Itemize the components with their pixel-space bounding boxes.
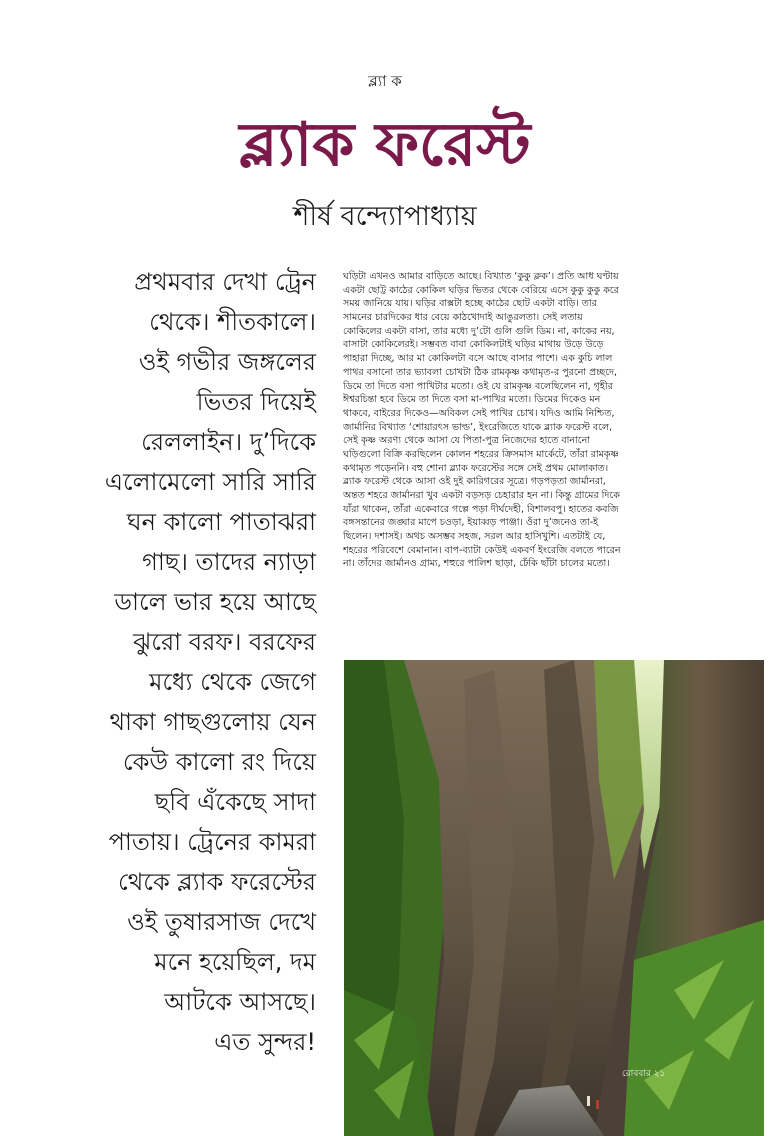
lead-line: প্রথমবার দেখা ট্রেন [134,268,316,296]
body-line: অন্তত শহরে জার্মানরা খুব একটা বড়সড় চেহারার হন না। কিন্তু গ্রামের দিকে [343,490,620,501]
lead-line: রেললাইন। দু’দিকে [141,428,316,456]
body-line: না। তাঁদের জার্মানও গ্রাম্য, শহুরে পালিশ ছাড়া, ঢেঁকি ছাঁটা চালের মতো। [343,558,610,570]
body-line: পাথর বসানো তার ভ্যাবলা চোখটা ঠিক রামকৃষ্ণ কথামৃত-র পুরনো প্রচ্ছদে, [343,366,618,378]
body-line: শহরের পরিবেশে বেমানান। বাপ-ব্যাটা কেউই একবর্ণ ইংরেজি বলতে পারেন [343,544,621,556]
body-line: কথামৃত পড়েননি। বহু শোনা ব্ল্যাক ফরেস্টের সঙ্গে সেই প্রথম মোলাকাত। [343,462,609,474]
body-line: সেই কৃষ্ণ অরণ্য থেকে আসা যে পিতা-পুত্র নিজেদের হাতে বানানো [343,435,591,447]
lead-line: পাতায়। ট্রেনের কামরা [108,828,316,856]
body-line: পাহারা দিচ্ছে, আর মা কোকিলটা বসে আছে বাসার পাশে। এক কুচি লাল [343,353,613,365]
body-line: থাকবে, বাইরের দিকেও—অবিকল সেই পাখির চোখ। যদিও আমি নিশ্চিত, [343,407,615,419]
lead-line: থেকে। শীতকালে। [149,308,316,336]
body-line: ঈশ্বরচিন্তা হবে ডিমে তা দিতে বসা মা-পাখির মতো। ডিমের দিকেও মন [343,394,601,406]
lead-line: ওই গভীর জঙ্গলের [138,348,316,376]
lead-line: মধ্যে থেকে জেগে [149,668,316,696]
body-line: ঘড়িগুলো বিক্রি করছিলেন কোলন শহরের ক্রিসমাস মার্কেটে, তাঁরা রামকৃষ্ণ [343,448,619,460]
page-footer: রোববার ২১ [622,1069,666,1079]
lead-line: গাছ। তাদের ন্যাড়া [142,548,316,576]
lead-paragraph [70,262,316,1062]
body-line: ডিমে তা দিতে বসা পাখিটার মতো। ওই যে রামকৃষ্ণ বলেছিলেন না, গৃহীর [343,380,613,392]
lead-line: থাকা গাছগুলোয় যেন [109,708,316,736]
section-kicker: ব্ল্যা ক [368,72,402,90]
lead-line: ঘন কালো পাতাঝরা [126,508,316,536]
lead-line: ঝুরো বরফ। বরফের [133,628,316,656]
lead-line: এত সুন্দর! [214,1028,316,1056]
lead-line: থেকে ব্ল্যাক ফরেস্টের [118,868,316,896]
lead-line: এলোমেলো সারি সারি [104,468,316,496]
body-line: বঙ্গসন্তানের জঙ্ঘার মাপে চওড়া, ইয়াব্বড় পাঞ্জা। ওঁরা দু’জনেও তা-ই [343,517,599,529]
body-line: কোকিলের একটা বাসা, তার মধ্যে দু’টো গুলি গুলি ডিম। না, কাকের নয়, [343,325,615,337]
body-line: ছিলেন। দশাসই। অথচ অসম্ভব সহজ, সরল আর হাসিখুশি। এতটাই যে, [343,531,606,543]
body-line: জার্মানির বিখ্যাত ‘শোয়ারৎস ভাল্ড’, ইংরেজিতে যাকে ব্ল্যাক ফরেস্ট বলে, [343,421,613,433]
body-line: সামনের চারদিকের ধার বেয়ে কাঠখোদাই আঙুরলতা। সেই লতায় [343,312,583,324]
article-title: ব্ল্যাক ফরেস্ট [239,110,531,180]
lead-line: ছবি এঁকেছে সাদা [154,788,316,816]
lead-line: আটকে আসছে। [164,988,316,1016]
body-paragraph [343,270,713,571]
body-line: যাঁরা থাকেন, তাঁরা একেবারে গল্পে পড়া দীর্ঘদেহী, বিশালবপু। হাতের কবজি [343,503,619,515]
lead-line: কেউ কালো রং দিয়ে [122,748,316,776]
body-line: একটা ছোট্ট কাঠের কোকিল ঘড়ির ভিতর থেকে বেরিয়ে এসে কুকু কুকু করে [343,284,619,296]
body-line: ব্ল্যাক ফরেস্ট থেকে আসা ওই দুই কারিগরের সূত্রে। গড়পড়তা জার্মানরা, [343,476,606,488]
lead-line: মনে হয়েছিল, দম [154,948,316,976]
body-line: সময় জানিয়ে যায়। ঘড়ির বাক্সটা হচ্ছে কাঠের ছোট একটা বাড়ি। তার [343,298,597,310]
lead-line: ভিতর দিয়েই [196,388,316,416]
lead-line: ওই তুষারসাজ দেখে [127,908,316,936]
body-line: বাসাটা কোকিলেরই। সম্ভবত বাবা কোকিলটাই ঘড়ির মাথায় উড়ে উড়ে [343,339,604,351]
author-byline: শীর্ষ বন্দ্যোপাধ্যায় [293,201,477,232]
lead-line: ডালে ভার হয়ে আছে [114,588,316,616]
body-line: ঘড়িটা এখনও আমার বাড়িতে আছে। বিখ্যাত ‘কুকু ক্লক’। প্রতি আধ ঘণ্টায় [343,271,619,282]
forest-gorge-photo [344,660,764,1136]
